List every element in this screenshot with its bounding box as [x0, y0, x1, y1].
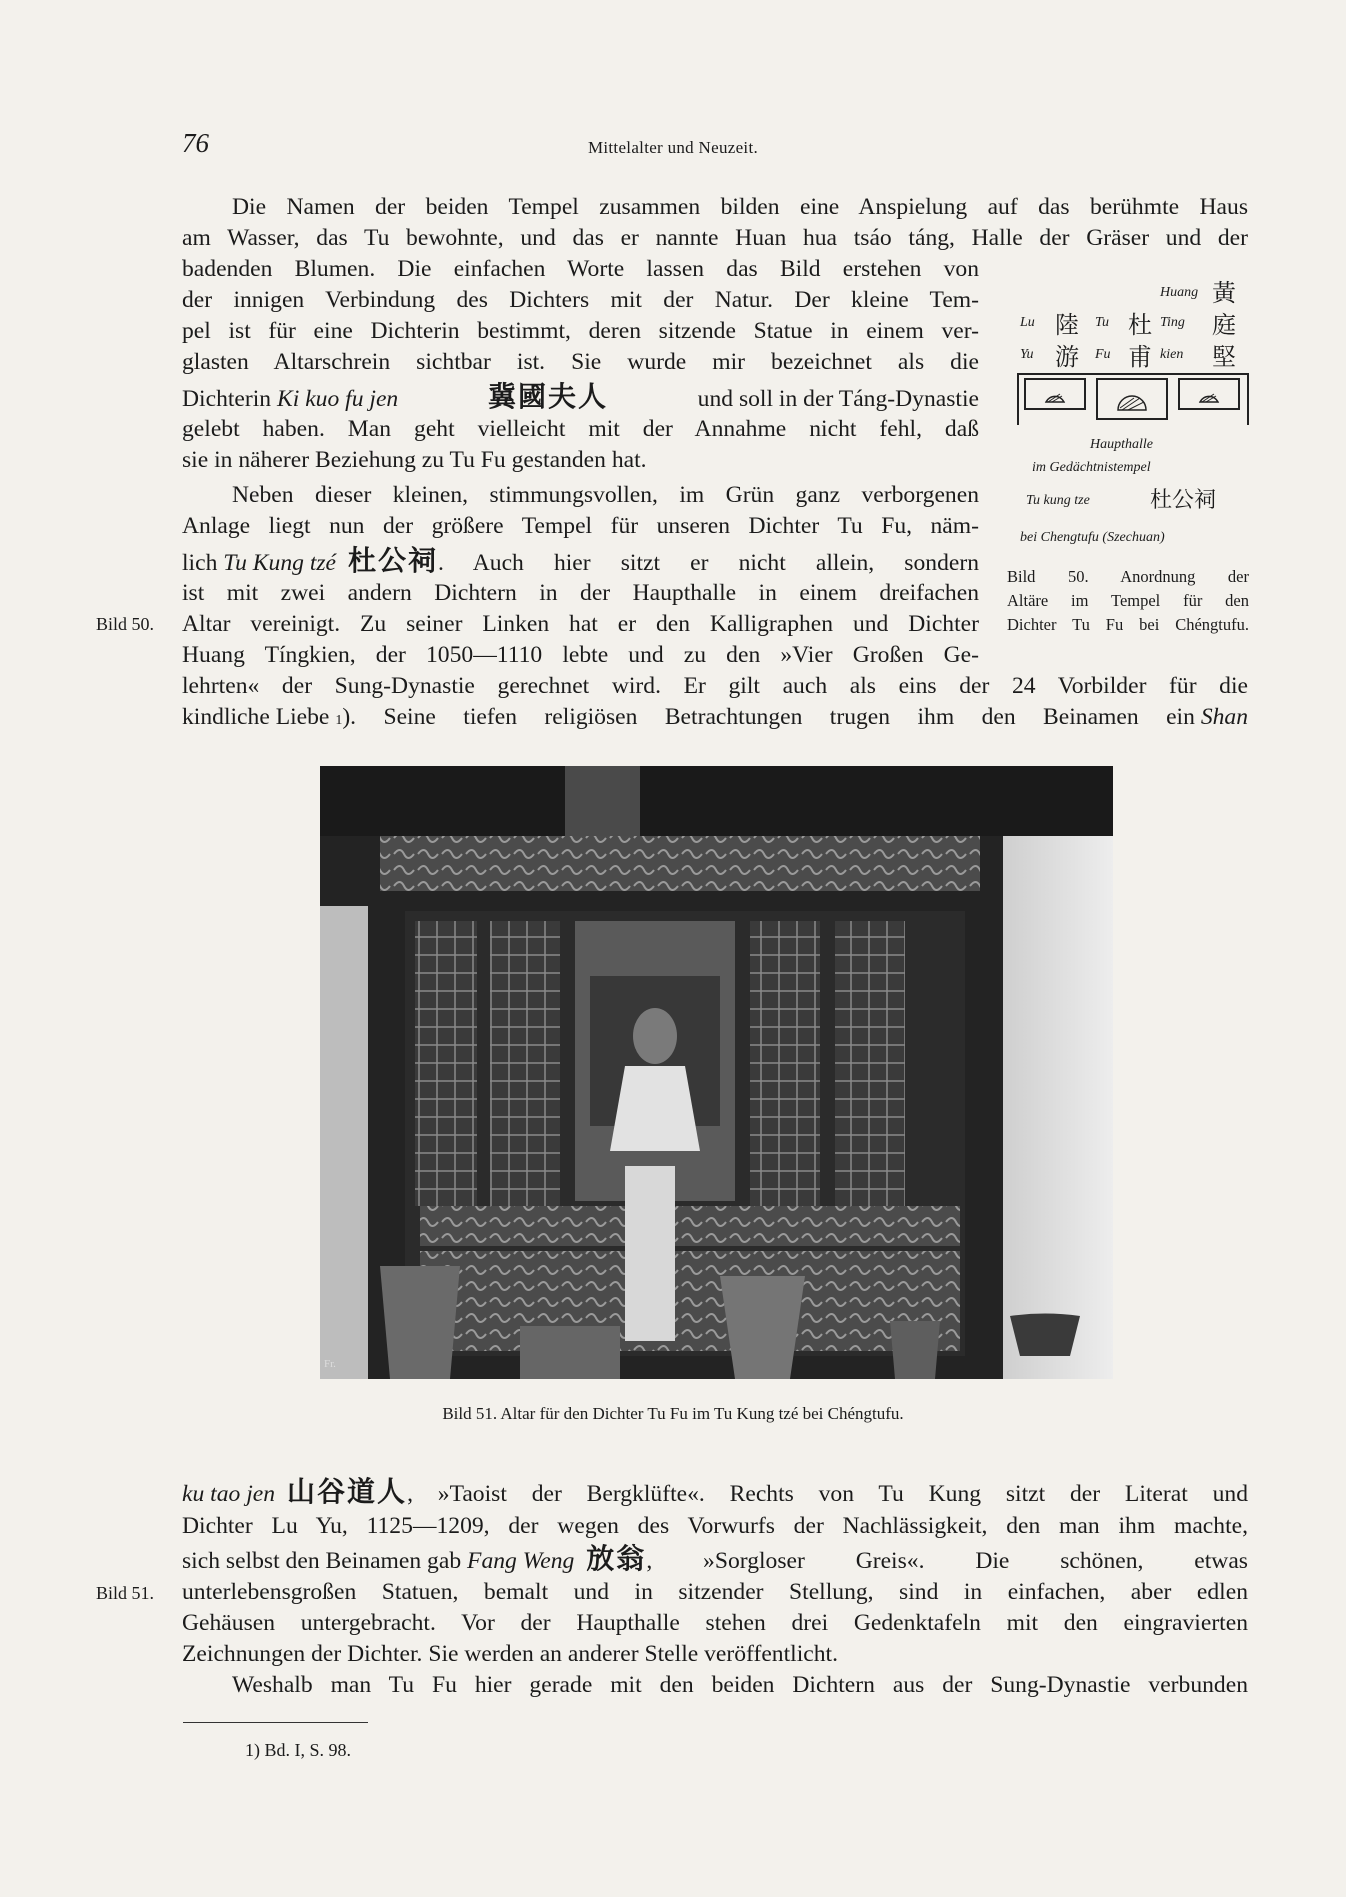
text-line: pel ist für eine Dichterin bestimmt, deren sitzende Statue in einem ver- [182, 318, 979, 344]
margin-note-bild50: Bild 50. [96, 614, 155, 634]
text-run: . Auch hier sitzt er nicht allein, sondern [438, 550, 979, 576]
text-line: Neben dieser kleinen, stimmungsvollen, im Grün ganz verborgenen [232, 482, 979, 508]
text-line: der innigen Verbindung des Dichters mit der Natur. Der kleine Tem- [182, 287, 979, 313]
text-line: Dichter Lu Yu, 1125—1209, der wegen des Vorwurfs der Nachlässigkeit, den man ihm machte, [182, 1513, 1248, 1539]
caption-line: Bild 50. Anordnung der [1007, 567, 1249, 586]
label-tu: Tu [1095, 315, 1110, 330]
text-line: glasten Altarschrein sichtbar ist. Sie wurde mir bezeichnet als die [182, 349, 979, 375]
figure-50-caption [1007, 565, 1249, 637]
name-italic: Fang Weng [467, 1548, 575, 1574]
altar-photograph [320, 766, 1113, 1379]
text-run: , »Sorgloser Greis«. Die schönen, etwas [646, 1548, 1248, 1574]
chinese-characters: 放翁 [586, 1542, 647, 1575]
text-line: ist mit zwei andern Dichtern in der Haupthalle in einem dreifachen [182, 580, 979, 606]
text-line [182, 546, 979, 578]
char-du: 杜 [1128, 311, 1152, 339]
text-line: badenden Blumen. Die einfachen Worte lassen das Bild erstehen von [182, 256, 979, 282]
text-run: Dichterin [182, 386, 277, 412]
running-title: Mittelalter und Neuzeit. [587, 138, 759, 157]
footnote-mark: 1 [335, 713, 343, 728]
char-dugongci: 杜公祠 [1150, 488, 1217, 513]
altar-photo-illustration [320, 766, 1113, 1379]
footnote-rule [183, 1722, 368, 1723]
text-line: Altar vereinigt. Zu seiner Linken hat er den Kalligraphen und Dichter [182, 611, 979, 637]
text-line [182, 1544, 1248, 1576]
char-fu: 甫 [1128, 343, 1152, 371]
text-line: Gehäusen untergebracht. Vor der Haupthalle stehen drei Gedenktafeln mit den eingravierten [182, 1610, 1248, 1636]
text-line [182, 702, 1248, 736]
name-italic: Tu Kung tzé [223, 550, 337, 576]
text-line: lehrten« der Sung-Dynastie gerechnet wird. Er gilt auch als eins der 24 Vorbilder für die [182, 673, 1248, 699]
text-run: lich [182, 550, 224, 576]
altar-diagram [1010, 265, 1255, 550]
altar-box [1096, 378, 1168, 420]
text-line: Weshalb man Tu Fu hier gerade mit den beiden Dichtern aus der Sung-Dynastie verbunden [232, 1672, 1248, 1698]
text-run: kindliche Liebe [182, 704, 336, 730]
label-ting: Ting [1160, 315, 1185, 330]
chinese-characters: 冀國夫人 [487, 380, 608, 413]
altar-icon [1026, 380, 1084, 408]
text-line [182, 1477, 1248, 1509]
label-kien: kien [1160, 347, 1184, 362]
text-run: ). Seine tiefen religiösen Betrachtungen trugen ihm den Beinamen ein [342, 704, 1201, 730]
text-line: unterlebensgroßen Statuen, bemalt und in sitzender Stellung, sind in einfachen, aber edlen [182, 1579, 1248, 1605]
text-run: und soll in der Táng-Dynastie [697, 386, 979, 412]
label-hall: Haupthalle [1090, 437, 1153, 452]
text-run: , »Taoist der Bergklüfte«. Rechts von Tu Kung sitzt der Literat und [407, 1481, 1248, 1507]
margin-note-bild51: Bild 51. [96, 1583, 155, 1603]
char-ting: 庭 [1212, 311, 1236, 339]
footnote: 1) Bd. I, S. 98. [245, 1740, 352, 1760]
text-run: sich selbst den Beinamen gab [182, 1548, 468, 1574]
text-line: Zeichnungen der Dichter. Sie werden an anderer Stelle veröffentlicht. [182, 1641, 838, 1667]
label-temple: im Gedächtnistempel [1032, 460, 1151, 475]
label-huang: Huang [1160, 285, 1199, 300]
altar-icon [1098, 380, 1166, 418]
label-tukung: Tu kung tze [1026, 493, 1090, 508]
name-italic: Shan [1200, 704, 1248, 730]
text-line: gelebt haben. Man geht vielleicht mit der Annahme nicht fehl, daß [182, 416, 979, 442]
name-italic: Ki kuo fu jen [277, 386, 399, 412]
text-line: sie in näherer Beziehung zu Tu Fu gestanden hat. [182, 447, 647, 473]
text-line: am Wasser, das Tu bewohnte, und das er nannte Huan hua tsáo táng, Halle der Gräser und der [182, 225, 1248, 251]
label-location: bei Chengtufu (Szechuan) [1020, 530, 1165, 545]
chinese-characters: 杜公祠 [348, 544, 439, 577]
page-number: 76 [182, 128, 209, 158]
text-line: Huang Tíngkien, der 1050—1110 lebte und zu den »Vier Großen Ge- [182, 642, 979, 668]
name-italic: ku tao jen [182, 1481, 276, 1507]
altar-box [1178, 378, 1240, 410]
caption-line: Dichter Tu Fu bei Chéngtufu. [1007, 615, 1249, 634]
label-fu: Fu [1095, 347, 1111, 362]
altar-icon [1180, 380, 1238, 408]
figure-51-caption: Bild 51. Altar für den Dichter Tu Fu im Tu Kung tzé bei Chéngtufu. [442, 1404, 904, 1423]
chinese-characters: 山谷道人 [287, 1475, 408, 1508]
caption-line: Altäre im Tempel für den [1007, 591, 1249, 610]
char-you: 游 [1055, 343, 1079, 371]
label-lu: Lu [1020, 315, 1035, 330]
text-line: Anlage liegt nun der größere Tempel für unseren Dichter Tu Fu, näm- [182, 513, 979, 539]
altar-box [1024, 378, 1086, 410]
label-yu: Yu [1020, 347, 1034, 362]
char-lu: 陸 [1055, 311, 1079, 339]
char-huang: 黃 [1212, 279, 1236, 307]
text-line: Die Namen der beiden Tempel zusammen bilden eine Anspielung auf das berühmte Haus [232, 194, 1248, 220]
char-jian: 堅 [1212, 343, 1236, 371]
text-line [182, 382, 979, 414]
photographer-mark: Fr. [324, 1358, 336, 1370]
